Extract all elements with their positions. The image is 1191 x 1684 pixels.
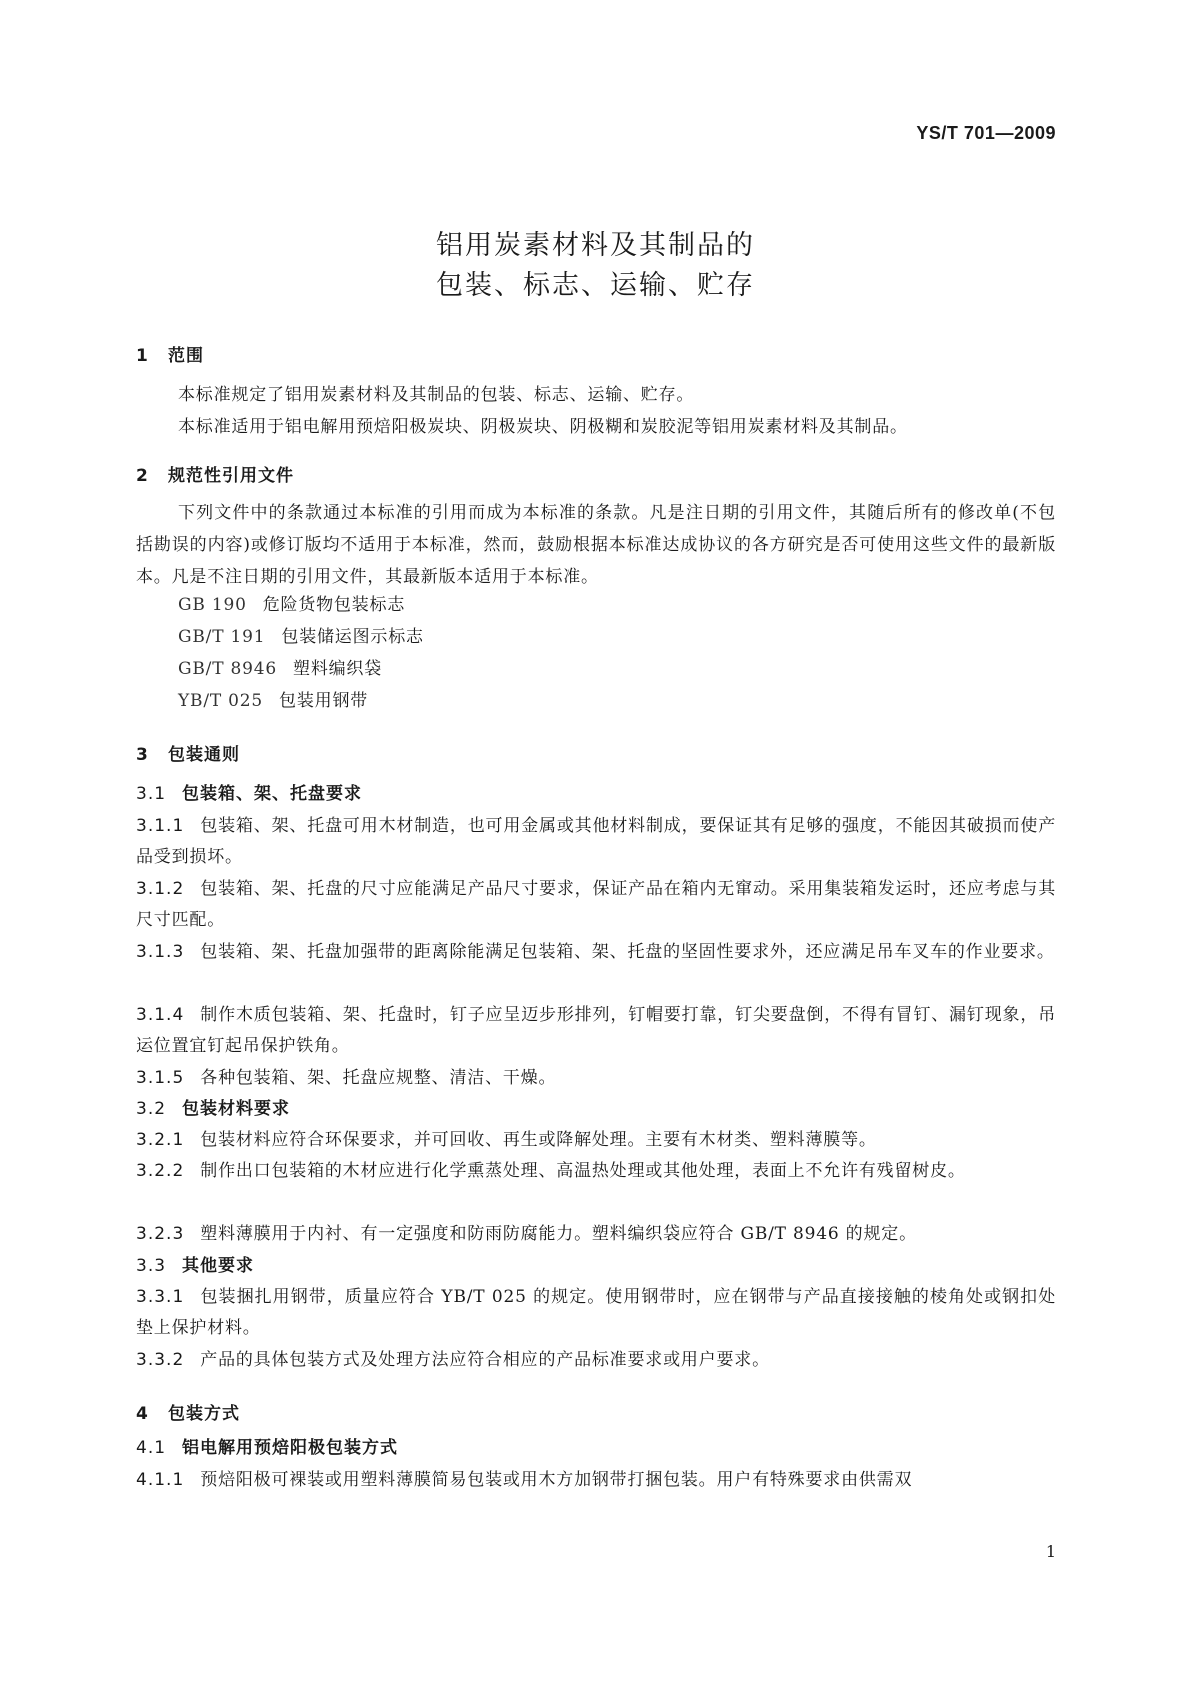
- clause-number: 3.1.2: [136, 879, 185, 899]
- title-line-2: 包装、标志、运输、贮存: [436, 270, 755, 301]
- clause-text: 制作出口包装箱的木材应进行化学熏蒸处理、高温热处理或其他处理，表面上不允许有残留树皮。: [200, 1161, 966, 1181]
- clause-3-2-2: [136, 1156, 1056, 1187]
- clause-text: 产品的具体包装方式及处理方法应符合相应的产品标准要求或用户要求。: [200, 1350, 770, 1370]
- clause-text: 各种包装箱、架、托盘应规整、清洁、干燥。: [200, 1068, 557, 1088]
- subsection-title: 铝电解用预焙阳极包装方式: [182, 1438, 399, 1458]
- section-2-heading: [136, 461, 294, 486]
- subsection-3-1-heading: [136, 779, 1056, 810]
- clause-3-1-2: [136, 874, 1056, 936]
- reference-title: 包装用钢带: [279, 691, 369, 711]
- subsection-3-3-heading: [136, 1251, 1056, 1282]
- reference-item: [178, 622, 424, 647]
- section-title: 范围: [168, 346, 204, 366]
- reference-title: 塑料编织袋: [293, 659, 383, 679]
- clause-text: 包装捆扎用钢带，质量应符合 YB/T 025 的规定。使用钢带时，应在钢带与产品直接接触的棱角处或钢扣处垫上保护材料。: [136, 1287, 1056, 1338]
- clause-number: 3.1.5: [136, 1068, 185, 1088]
- clause-text: 预焙阳极可裸装或用塑料薄膜简易包装或用木方加钢带打捆包装。用户有特殊要求由供需双: [200, 1470, 913, 1490]
- reference-code: YB/T 025: [178, 691, 264, 711]
- clause-3-1-3: [136, 937, 1056, 968]
- clause-number: 3.2.3: [136, 1224, 185, 1244]
- clause-number: 3.1.1: [136, 816, 185, 836]
- subsection-title: 包装箱、架、托盘要求: [182, 784, 363, 804]
- clause-3-2-1: [136, 1125, 1056, 1156]
- reference-code: GB 190: [178, 595, 247, 615]
- clause-number: 3.2.2: [136, 1161, 185, 1181]
- clause-3-2-3: [136, 1219, 1056, 1250]
- section-title: 包装通则: [168, 745, 240, 765]
- subsection-title: 包装材料要求: [182, 1099, 291, 1119]
- section-1-heading: [136, 341, 204, 366]
- clause-3-1-1: [136, 811, 1056, 873]
- reference-item: [178, 590, 405, 615]
- clause-text: 包装箱、架、托盘可用木材制造，也可用金属或其他材料制成，要保证其有足够的强度，不能因其破损而使产品受到损坏。: [136, 816, 1056, 867]
- subsection-3-2-heading: [136, 1094, 1056, 1125]
- reference-title: 危险货物包装标志: [262, 595, 406, 615]
- section-number: 1: [136, 346, 149, 366]
- section-1-paragraph-2: 本标准适用于铝电解用预焙阳极炭块、阴极炭块、阴极糊和炭胶泥等铝用炭素材料及其制品。: [178, 417, 908, 437]
- reference-item: [178, 654, 382, 679]
- clause-number: 3.3.2: [136, 1350, 185, 1370]
- subsection-number: 4.1: [136, 1438, 167, 1458]
- title-line-1: 铝用炭素材料及其制品的: [436, 230, 755, 261]
- clause-3-3-2: [136, 1345, 1056, 1376]
- section-title: 包装方式: [168, 1404, 240, 1424]
- clause-4-1-1: [136, 1465, 1056, 1496]
- clause-text: 包装材料应符合环保要求，并可回收、再生或降解处理。主要有木材类、塑料薄膜等。: [200, 1130, 877, 1150]
- clause-number: 3.1.4: [136, 1005, 185, 1025]
- reference-code: GB/T 8946: [178, 659, 278, 679]
- page-number: 1: [1045, 1542, 1056, 1561]
- section-number: 4: [136, 1404, 149, 1424]
- subsection-number: 3.2: [136, 1099, 167, 1119]
- clause-number: 3.3.1: [136, 1287, 185, 1307]
- reference-title: 包装储运图示标志: [281, 627, 424, 647]
- clause-text: 包装箱、架、托盘的尺寸应能满足产品尺寸要求，保证产品在箱内无窜动。采用集装箱发运时，还应考虑与其尺寸匹配。: [136, 879, 1056, 930]
- reference-item: [178, 686, 368, 711]
- clause-number: 3.2.1: [136, 1130, 185, 1150]
- section-2-paragraph-1: 下列文件中的条款通过本标准的引用而成为本标准的条款。凡是注日期的引用文件，其随后所有的修改单(不包括勘误的内容)或修订版均不适用于本标准，然而，鼓励根据本标准达成协议的各方研究是否可使用这些文件的最新版本。凡是不注日期的引用文件，其最新版本适用于本标准。: [136, 503, 1056, 587]
- reference-code: GB/T 191: [178, 627, 266, 647]
- section-number: 3: [136, 745, 149, 765]
- clause-number: 3.1.3: [136, 942, 185, 962]
- subsection-title: 其他要求: [182, 1256, 255, 1276]
- clause-number: 4.1.1: [136, 1470, 185, 1490]
- subsection-number: 3.3: [136, 1256, 167, 1276]
- section-1-paragraph-1: 本标准规定了铝用炭素材料及其制品的包装、标志、运输、贮存。: [178, 385, 695, 405]
- clause-3-1-4: [136, 1000, 1056, 1062]
- section-number: 2: [136, 466, 149, 486]
- clause-text: 塑料薄膜用于内衬、有一定强度和防雨防腐能力。塑料编织袋应符合 GB/T 8946 的规定。: [200, 1224, 917, 1244]
- clause-text: 制作木质包装箱、架、托盘时，钉子应呈迈步形排列，钉帽要打靠，钉尖要盘倒，不得有冒钉、漏钉现象，吊运位置宜钉起吊保护铁角。: [136, 1005, 1056, 1056]
- subsection-number: 3.1: [136, 784, 167, 804]
- subsection-4-1-heading: [136, 1433, 1056, 1464]
- clause-3-1-5: [136, 1063, 1056, 1094]
- clause-3-3-1: [136, 1282, 1056, 1344]
- clause-text: 包装箱、架、托盘加强带的距离除能满足包装箱、架、托盘的坚固性要求外，还应满足吊车叉车的作业要求。: [200, 942, 1055, 962]
- section-3-heading: [136, 740, 240, 765]
- section-title: 规范性引用文件: [168, 466, 294, 486]
- standard-number: YS/T 701—2009: [916, 123, 1056, 143]
- section-4-heading: [136, 1399, 240, 1424]
